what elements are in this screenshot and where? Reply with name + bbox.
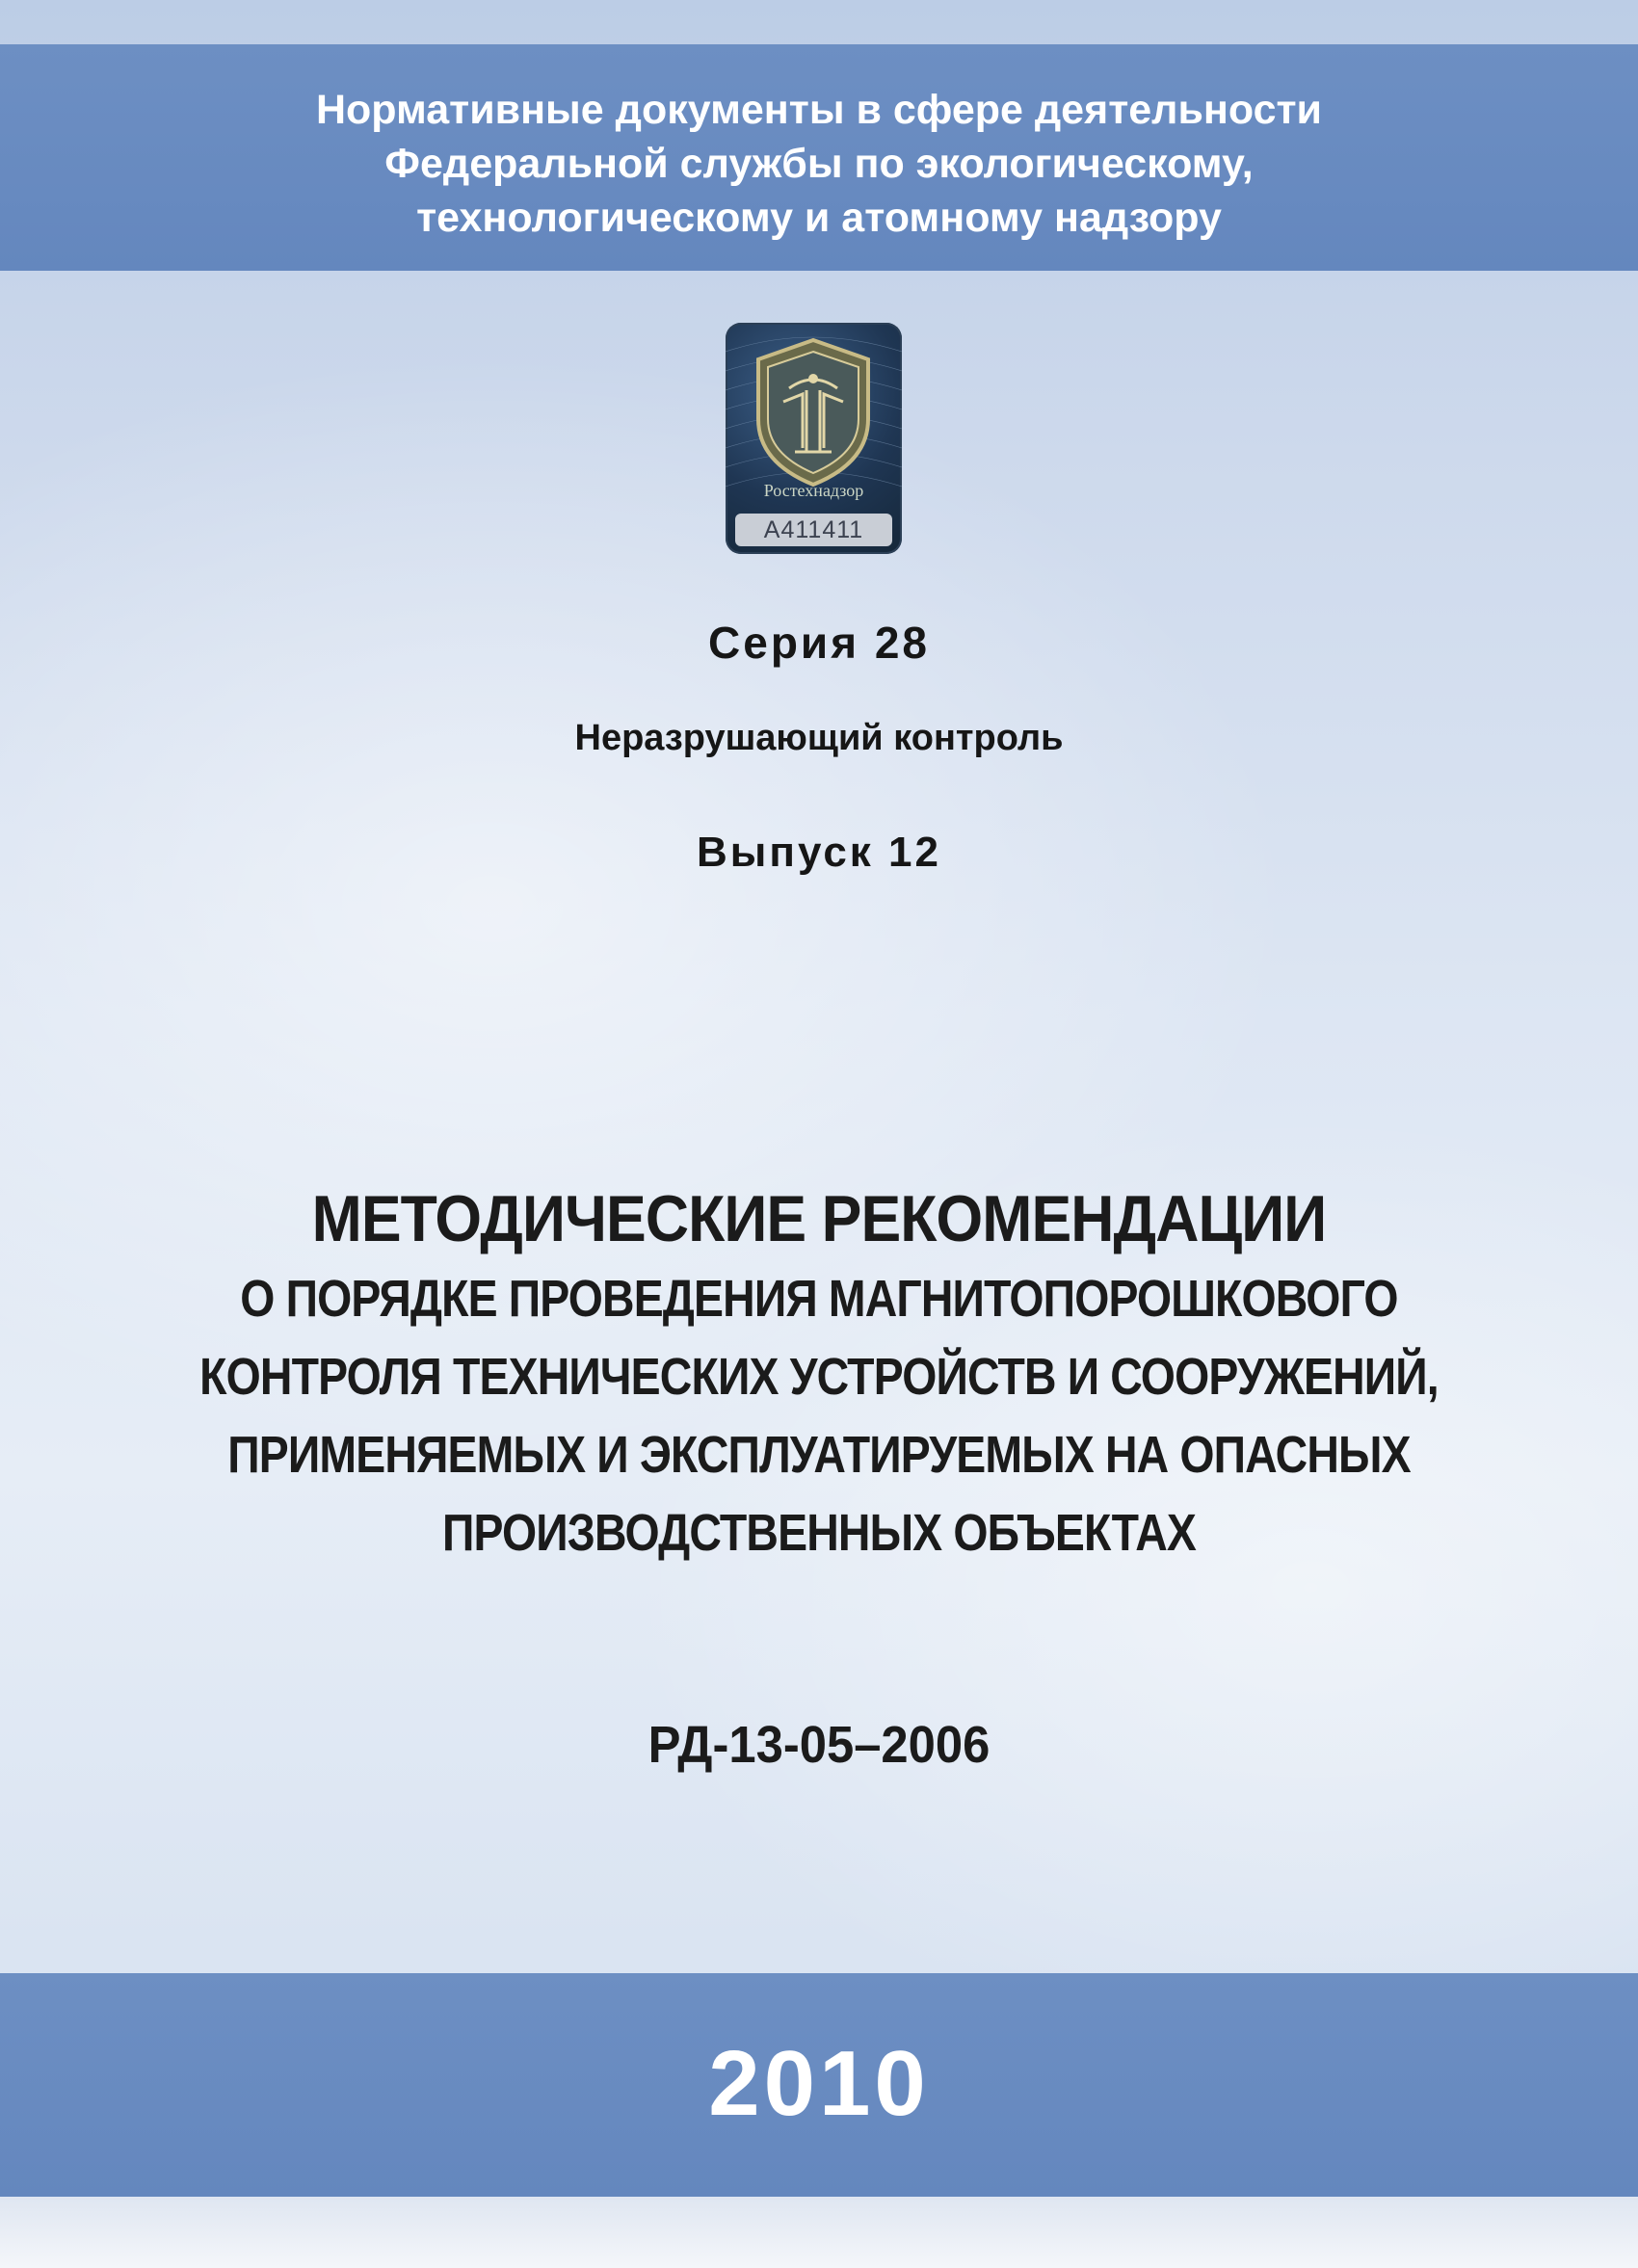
header-line-2: Федеральной службы по экологическому,	[384, 141, 1254, 187]
document-subtitle-line-4: ПРОИЗВОДСТВЕННЫХ ОБЪЕКТАХ	[441, 1504, 1197, 1562]
publication-year: 2010	[708, 2032, 930, 2135]
footer-strip	[0, 2197, 1638, 2268]
seal-label: Ростехнадзор	[763, 481, 864, 500]
header-line-3: технологическому и атомному надзору	[416, 195, 1222, 241]
issue-number: Выпуск 12	[697, 829, 941, 876]
seal-number: A411411	[735, 514, 892, 546]
document-subtitle-line-3: ПРИМЕНЯЕМЫХ И ЭКСПЛУАТИРУЕМЫХ НА ОПАСНЫХ	[227, 1426, 1411, 1484]
document-title-block	[0, 1177, 1638, 1572]
document-subtitle-line-1: О ПОРЯДКЕ ПРОВЕДЕНИЯ МАГНИТОПОРОШКОВОГО	[240, 1270, 1398, 1328]
header-line-1: Нормативные документы в сфере деятельности	[315, 87, 1322, 133]
series-name: Неразрушающий контроль	[574, 718, 1064, 758]
series-number: Серия 28	[708, 618, 930, 668]
hologram-seal	[726, 323, 902, 554]
document-title: МЕТОДИЧЕСКИЕ РЕКОМЕНДАЦИИ	[311, 1182, 1327, 1255]
document-code: РД-13-05–2006	[647, 1716, 991, 1774]
publisher-header	[0, 83, 1638, 245]
document-subtitle-line-2: КОНТРОЛЯ ТЕХНИЧЕСКИХ УСТРОЙСТВ И СООРУЖЕНИЙ,	[199, 1348, 1439, 1406]
